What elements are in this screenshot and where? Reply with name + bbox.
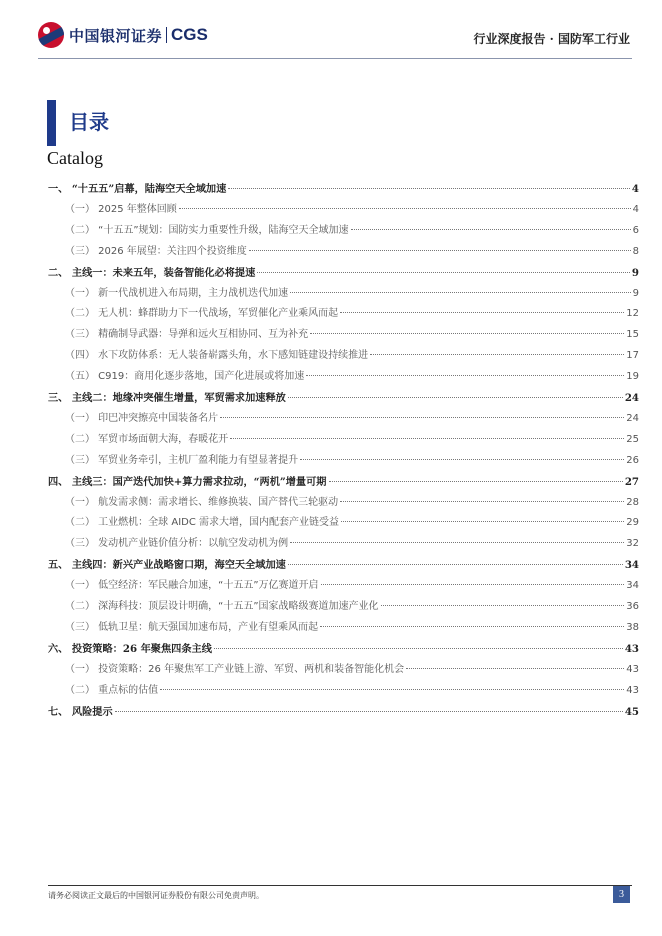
toc-entry-page: 43 — [626, 684, 639, 696]
toc-entry-page: 4 — [631, 183, 639, 195]
toc-entry-title: （二） 深海科技：顶层设计明确，“十五五”国家战略级赛道加速产业化 — [65, 601, 379, 612]
toc-entry-page: 24 — [624, 392, 639, 404]
toc-dot-leader — [300, 459, 624, 460]
toc-entry-title: （三） 军贸业务牵引，主机厂盈利能力有望显著提升 — [65, 454, 299, 466]
page-header — [0, 0, 662, 60]
heading-accent-bar — [47, 100, 56, 146]
toc-section-entry[interactable] — [48, 703, 639, 721]
report-type-label: 行业深度报告 · 国防军工行业 — [473, 32, 630, 46]
toc-subsection-entry[interactable] — [48, 243, 639, 261]
toc-entry-title: （四） 水下攻防体系：无人装备崭露头角，水下感知链建设持续推进 — [65, 350, 369, 362]
toc-subsection-entry[interactable] — [48, 222, 639, 240]
toc-dot-leader — [160, 689, 624, 690]
toc-entry-page: 19 — [626, 371, 639, 383]
toc-entry-title: （三） 低轨卫星：航天强国加速布局，产业有望乘风而起 — [65, 621, 319, 633]
toc-dot-leader — [288, 564, 623, 565]
toc-entry-title: （一） 2025 年整体回顾 — [65, 203, 177, 215]
toc-entry-page: 9 — [631, 266, 639, 279]
toc-subsection-entry[interactable] — [48, 305, 639, 323]
toc-section-entry[interactable] — [48, 556, 639, 574]
toc-entry-title: 一、 “十五五”启幕，陆海空天全域加速 — [48, 183, 227, 195]
toc-dot-leader — [340, 312, 624, 313]
toc-entry-page: 34 — [626, 580, 639, 592]
toc-dot-leader — [290, 292, 630, 293]
logo-divider — [166, 27, 167, 43]
toc-dot-leader — [340, 501, 624, 502]
toc-entry-title: （一） 新一代战机进入布局期，主力战机迭代加速 — [65, 287, 289, 299]
toc-entry-title: 二、 主线一：未来五年，装备智能化必将提速 — [48, 266, 256, 279]
toc-entry-title: （三） 发动机产业链价值分析：以航空发动机为例 — [65, 538, 289, 550]
toc-subsection-entry[interactable] — [48, 368, 639, 386]
company-logo — [38, 22, 208, 48]
toc-subsection-entry[interactable] — [48, 326, 639, 344]
toc-subsection-entry[interactable] — [48, 431, 639, 449]
toc-entry-title: （二） 军贸市场面朝大海，春暖花开 — [65, 433, 229, 445]
toc-entry-page: 15 — [626, 329, 639, 341]
toc-title: 目录 — [69, 110, 109, 134]
toc-entry-page: 34 — [624, 559, 639, 572]
toc-entry-page: 27 — [624, 475, 639, 488]
toc-entry-title: （三） 2026 年展望：关注四个投资维度 — [65, 245, 247, 257]
toc-entry-title: （五） C919：商用化逐步落地，国产化进展或将加速 — [65, 371, 305, 383]
header-divider — [38, 58, 632, 59]
page-number: 3 — [613, 886, 630, 903]
toc-subsection-entry[interactable] — [48, 410, 639, 428]
toc-entry-page: 6 — [632, 224, 639, 236]
toc-entry-page: 28 — [626, 496, 639, 508]
toc-entry-title: （二） 重点标的估值 — [65, 684, 159, 696]
toc-entry-page: 36 — [626, 601, 639, 612]
toc-section-entry[interactable] — [48, 389, 639, 407]
toc-entry-page: 24 — [626, 412, 639, 424]
toc-dot-leader — [320, 626, 624, 627]
toc-subsection-entry[interactable] — [48, 661, 639, 679]
toc-entry-title: 六、 投资策略：26 年聚焦四条主线 — [48, 642, 212, 655]
toc-dot-leader — [230, 438, 624, 439]
disclaimer-text: 请务必阅读正文最后的中国银河证券股份有限公司免责声明。 — [48, 891, 264, 900]
toc-dot-leader — [351, 229, 631, 230]
toc-entry-title: （一） 投资策略：26 年聚焦军工产业链上游、军贸、两机和装备智能化机会 — [65, 663, 405, 675]
toc-entry-title: （二） 工业燃机：全球 AIDC 需求大增，国内配套产业链受益 — [65, 517, 340, 529]
toc-dot-leader — [406, 668, 624, 669]
toc-subsection-entry[interactable] — [48, 535, 639, 553]
toc-entry-title: 四、 主线三：国产迭代加快+算力需求拉动，“两机”增量可期 — [48, 475, 327, 488]
toc-dot-leader — [329, 481, 623, 482]
toc-subsection-entry[interactable] — [48, 682, 639, 700]
toc-entry-page: 25 — [626, 433, 639, 445]
toc-dot-leader — [341, 521, 624, 522]
toc-subsection-entry[interactable] — [48, 514, 639, 532]
toc-subsection-entry[interactable] — [48, 598, 639, 616]
toc-subsection-entry[interactable] — [48, 347, 639, 365]
toc-section-entry[interactable] — [48, 180, 639, 198]
toc-dot-leader — [321, 584, 625, 585]
toc-subsection-entry[interactable] — [48, 577, 639, 595]
toc-entry-page: 32 — [626, 538, 639, 550]
toc-entry-page: 4 — [632, 203, 639, 215]
toc-entry-page: 45 — [624, 705, 639, 718]
toc-section-entry[interactable] — [48, 473, 639, 491]
toc-dot-leader — [249, 250, 631, 251]
toc-dot-leader — [220, 417, 624, 418]
footer-divider — [48, 885, 632, 886]
toc-entry-page: 43 — [626, 663, 639, 675]
toc-entry-title: （二） “十五五”规划：国防实力重要性升级，陆海空天全域加速 — [65, 224, 349, 236]
logo-chinese-name: 中国银河证券 — [69, 26, 163, 45]
toc-dot-leader — [179, 208, 631, 209]
toc-section-entry[interactable] — [48, 264, 639, 282]
logo-icon — [38, 22, 64, 48]
toc-subsection-entry[interactable] — [48, 494, 639, 512]
toc-dot-leader — [214, 648, 623, 649]
toc-entry-title: 三、 主线二：地缘冲突催生增量，军贸需求加速释放 — [48, 392, 286, 404]
logo-english-name: CGS — [171, 25, 208, 44]
toc-dot-leader — [228, 188, 630, 189]
toc-entry-page: 12 — [626, 308, 639, 320]
toc-section-entry[interactable] — [48, 640, 639, 658]
toc-dot-leader — [115, 711, 623, 712]
toc-dot-leader — [257, 272, 630, 273]
toc-entry-title: （一） 印巴冲突擦亮中国装备名片 — [65, 412, 219, 424]
toc-entry-title: （二） 无人机：蜂群助力下一代战场，军贸催化产业乘风而起 — [65, 308, 339, 320]
toc-subsection-entry[interactable] — [48, 619, 639, 637]
toc-entry-page: 43 — [624, 642, 639, 655]
toc-entry-page: 29 — [626, 517, 639, 529]
toc-dot-leader — [381, 605, 625, 606]
toc-entry-page: 9 — [632, 287, 639, 299]
toc-entry-page: 17 — [626, 350, 639, 362]
toc-dot-leader — [288, 397, 623, 398]
toc-dot-leader — [370, 354, 624, 355]
toc-dot-leader — [290, 542, 624, 543]
toc-entry-page: 26 — [626, 454, 639, 466]
toc-subtitle: Catalog — [47, 148, 103, 168]
toc-subsection-entry[interactable] — [48, 285, 639, 303]
toc-entry-page: 38 — [626, 621, 639, 633]
toc-entry-title: （一） 低空经济：军民融合加速，“十五五”万亿赛道开启 — [65, 580, 319, 592]
toc-entry-title: （三） 精确制导武器：导弹和远火互相协同、互为补充 — [65, 329, 309, 341]
toc-entry-title: （一） 航发需求侧：需求增长、维修换装、国产替代三轮驱动 — [65, 496, 339, 508]
toc-entry-title: 五、 主线四：新兴产业战略窗口期，海空天全域加速 — [48, 559, 286, 572]
toc-subsection-entry[interactable] — [48, 452, 639, 470]
toc-entry-page: 8 — [632, 245, 639, 257]
toc-entry-title: 七、 风险提示 — [48, 705, 113, 718]
toc-dot-leader — [310, 333, 624, 334]
toc-subsection-entry[interactable] — [48, 201, 639, 219]
toc-dot-leader — [306, 375, 624, 376]
